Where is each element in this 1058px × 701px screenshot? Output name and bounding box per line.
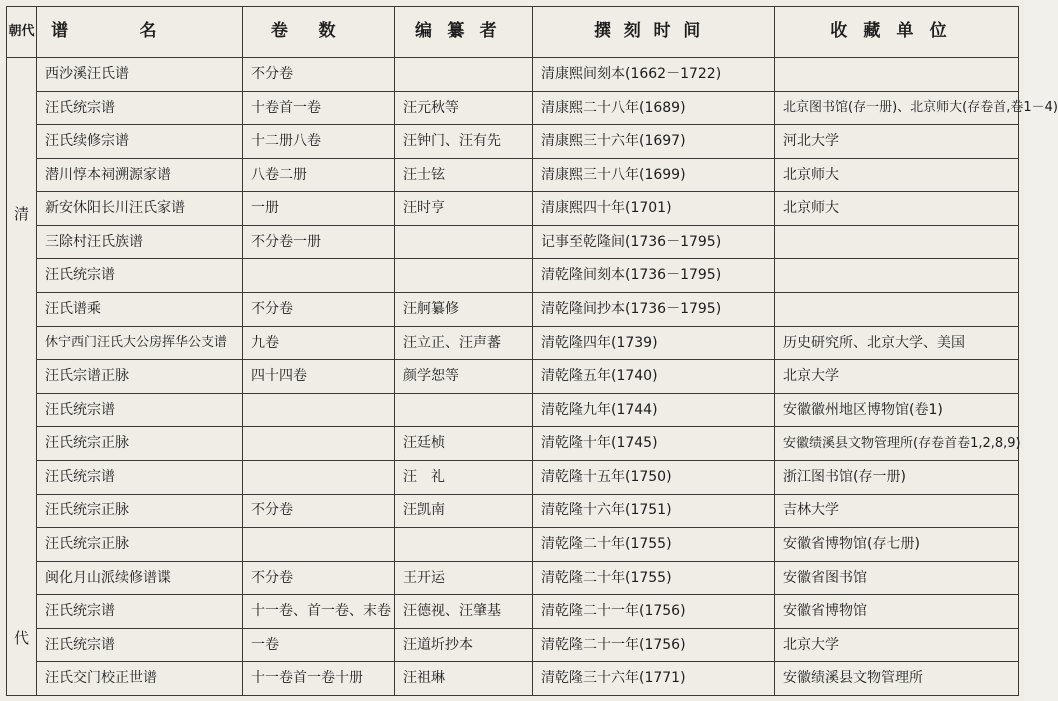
cell-volumes: 一册 xyxy=(243,192,395,226)
cell-name: 汪氏统宗谱 xyxy=(37,595,243,629)
cell-editor: 王开运 xyxy=(395,561,533,595)
cell-volumes: 十一卷、首一卷、末卷 xyxy=(243,595,395,629)
cell-holder: 安徽绩溪县文物管理所 xyxy=(775,662,1019,696)
cell-editor: 汪立正、汪声蕃 xyxy=(395,326,533,360)
cell-volumes: 不分卷 xyxy=(243,494,395,528)
cell-name: 潜川惇本祠溯源家谱 xyxy=(37,158,243,192)
cell-holder: 河北大学 xyxy=(775,125,1019,159)
cell-name: 汪氏统宗谱 xyxy=(37,91,243,125)
table-row xyxy=(7,393,1019,427)
cell-holder xyxy=(775,293,1019,327)
table-row xyxy=(7,125,1019,159)
cell-name: 西沙溪汪氏谱 xyxy=(37,58,243,92)
cell-holder: 北京大学 xyxy=(775,628,1019,662)
table-row xyxy=(7,360,1019,394)
cell-volumes: 不分卷 xyxy=(243,561,395,595)
cell-volumes: 九卷 xyxy=(243,326,395,360)
table-row xyxy=(7,326,1019,360)
header-holder: 收藏单位 xyxy=(775,7,1019,58)
cell-time: 清康熙四十年(1701) xyxy=(533,192,775,226)
table-row xyxy=(7,460,1019,494)
cell-holder: 北京大学 xyxy=(775,360,1019,394)
header-editor: 编纂者 xyxy=(395,7,533,58)
table-row xyxy=(7,158,1019,192)
table-row xyxy=(7,628,1019,662)
cell-volumes xyxy=(243,427,395,461)
cell-editor: 汪凯南 xyxy=(395,494,533,528)
cell-time: 清乾隆二十一年(1756) xyxy=(533,595,775,629)
table-row xyxy=(7,528,1019,562)
cell-time: 清乾隆九年(1744) xyxy=(533,393,775,427)
cell-volumes: 不分卷 xyxy=(243,293,395,327)
cell-name: 汪氏统宗谱 xyxy=(37,393,243,427)
cell-time: 清乾隆十六年(1751) xyxy=(533,494,775,528)
cell-time: 记事至乾隆间(1736－1795) xyxy=(533,225,775,259)
header-name: 谱名 xyxy=(37,7,243,58)
cell-time: 清乾隆三十六年(1771) xyxy=(533,662,775,696)
header-row xyxy=(7,7,1019,58)
cell-name: 三除村汪氏族谱 xyxy=(37,225,243,259)
cell-volumes xyxy=(243,460,395,494)
cell-name: 汪氏统宗谱 xyxy=(37,460,243,494)
cell-holder: 北京师大 xyxy=(775,192,1019,226)
cell-holder: 吉林大学 xyxy=(775,494,1019,528)
cell-holder xyxy=(775,225,1019,259)
cell-holder: 浙江图书馆(存一册) xyxy=(775,460,1019,494)
cell-editor: 汪舸纂修 xyxy=(395,293,533,327)
table-row xyxy=(7,662,1019,696)
cell-name: 汪氏统宗谱 xyxy=(37,628,243,662)
cell-volumes: 不分卷一册 xyxy=(243,225,395,259)
table-row xyxy=(7,427,1019,461)
cell-volumes xyxy=(243,528,395,562)
table-row xyxy=(7,595,1019,629)
dynasty-char-bottom: 代 xyxy=(14,628,30,647)
cell-holder: 安徽省博物馆 xyxy=(775,595,1019,629)
cell-holder xyxy=(775,58,1019,92)
cell-volumes: 十卷首一卷 xyxy=(243,91,395,125)
cell-time: 清乾隆十五年(1750) xyxy=(533,460,775,494)
table-body xyxy=(7,58,1058,696)
cell-volumes: 十二册八卷 xyxy=(243,125,395,159)
cell-editor: 汪时亨 xyxy=(395,192,533,226)
cell-holder: 安徽绩溪县文物管理所(存卷首卷1,2,8,9) xyxy=(775,427,1019,461)
cell-time: 清乾隆二十年(1755) xyxy=(533,528,775,562)
cell-name: 汪氏谱乘 xyxy=(37,293,243,327)
cell-time: 清乾隆间刻本(1736－1795) xyxy=(533,259,775,293)
cell-editor: 汪德视、汪肇基 xyxy=(395,595,533,629)
cell-editor xyxy=(395,225,533,259)
cell-name: 汪氏宗谱正脉 xyxy=(37,360,243,394)
cell-time: 清乾隆十年(1745) xyxy=(533,427,775,461)
header-dynasty: 朝代 xyxy=(7,7,37,58)
cell-time: 清乾隆四年(1739) xyxy=(533,326,775,360)
cell-time: 清康熙二十八年(1689) xyxy=(533,91,775,125)
table-row xyxy=(7,225,1019,259)
cell-editor: 汪钟门、汪有先 xyxy=(395,125,533,159)
cell-holder: 安徽徽州地区博物馆(卷1) xyxy=(775,393,1019,427)
cell-time: 清康熙三十八年(1699) xyxy=(533,158,775,192)
cell-volumes xyxy=(243,259,395,293)
cell-time: 清乾隆二十年(1755) xyxy=(533,561,775,595)
table-row xyxy=(7,561,1019,595)
table-row xyxy=(7,192,1019,226)
cell-volumes: 不分卷 xyxy=(243,58,395,92)
cell-editor: 汪道圻抄本 xyxy=(395,628,533,662)
cell-editor: 汪 礼 xyxy=(395,460,533,494)
cell-name: 闽化月山派续修谱谍 xyxy=(37,561,243,595)
cell-editor xyxy=(395,393,533,427)
table-row xyxy=(7,259,1019,293)
cell-name: 汪氏统宗正脉 xyxy=(37,494,243,528)
cell-editor: 汪元秋等 xyxy=(395,91,533,125)
cell-volumes xyxy=(243,393,395,427)
table-row xyxy=(7,494,1019,528)
cell-time: 清乾隆五年(1740) xyxy=(533,360,775,394)
genealogy-table xyxy=(6,6,1058,696)
cell-editor: 汪祖琳 xyxy=(395,662,533,696)
cell-name: 汪氏统宗谱 xyxy=(37,259,243,293)
cell-editor xyxy=(395,528,533,562)
cell-volumes: 八卷二册 xyxy=(243,158,395,192)
cell-name: 汪氏统宗正脉 xyxy=(37,427,243,461)
cell-name: 汪氏续修宗谱 xyxy=(37,125,243,159)
cell-holder: 安徽省图书馆 xyxy=(775,561,1019,595)
table-row xyxy=(7,293,1019,327)
dynasty-char-top: 清 xyxy=(14,204,30,223)
cell-time: 清乾隆间抄本(1736－1795) xyxy=(533,293,775,327)
cell-holder: 安徽省博物馆(存七册) xyxy=(775,528,1019,562)
cell-editor: 汪廷桢 xyxy=(395,427,533,461)
table-row xyxy=(7,58,1019,92)
cell-name: 汪氏统宗正脉 xyxy=(37,528,243,562)
cell-time: 清康熙三十六年(1697) xyxy=(533,125,775,159)
cell-time: 清康熙间刻本(1662－1722) xyxy=(533,58,775,92)
cell-holder: 北京图书馆(存一册)、北京师大(存卷首,卷1－4) xyxy=(775,91,1019,125)
cell-name: 休宁西门汪氏大公房挥华公支谱 xyxy=(37,326,243,360)
cell-dynasty xyxy=(7,58,37,696)
cell-volumes: 一卷 xyxy=(243,628,395,662)
cell-name: 新安休阳长川汪氏家谱 xyxy=(37,192,243,226)
cell-volumes: 十一卷首一卷十册 xyxy=(243,662,395,696)
cell-holder: 历史研究所、北京大学、美国 xyxy=(775,326,1019,360)
header-volumes: 卷数 xyxy=(243,7,395,58)
table-row xyxy=(7,91,1019,125)
cell-editor: 颜学恕等 xyxy=(395,360,533,394)
cell-editor: 汪士铉 xyxy=(395,158,533,192)
cell-editor xyxy=(395,259,533,293)
cell-holder xyxy=(775,259,1019,293)
cell-time: 清乾隆二十一年(1756) xyxy=(533,628,775,662)
header-time: 撰刻时间 xyxy=(533,7,775,58)
cell-editor xyxy=(395,58,533,92)
cell-holder: 北京师大 xyxy=(775,158,1019,192)
cell-name: 汪氏交门校正世谱 xyxy=(37,662,243,696)
cell-volumes: 四十四卷 xyxy=(243,360,395,394)
